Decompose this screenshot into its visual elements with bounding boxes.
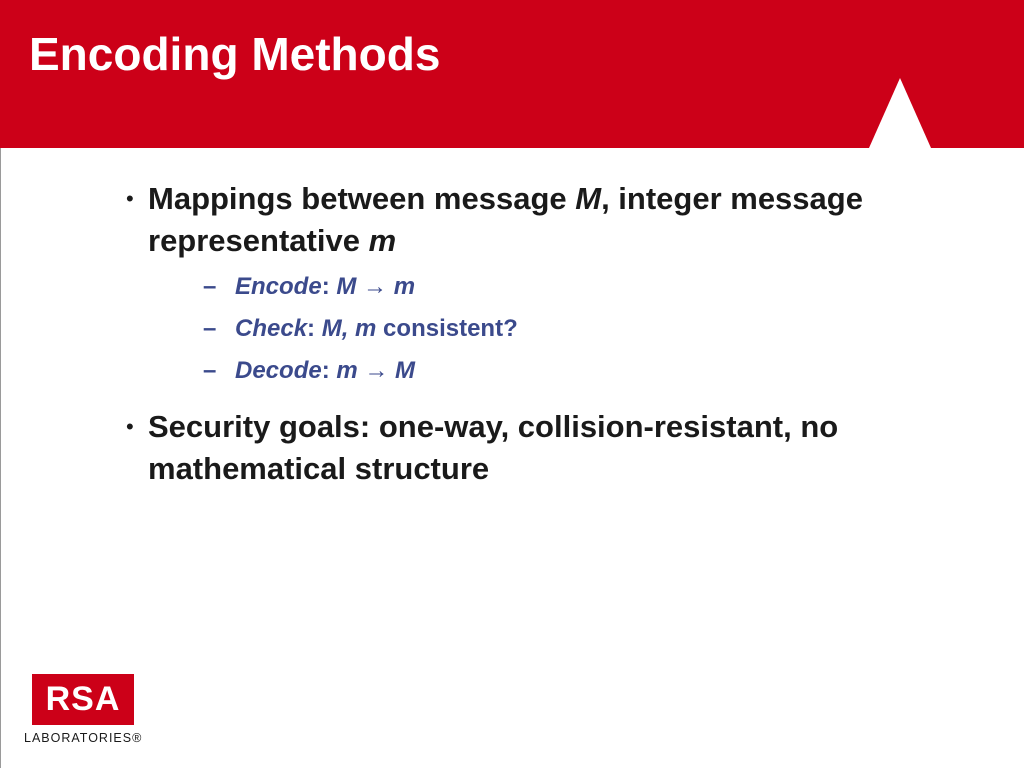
sub-item-label: Check (235, 315, 308, 342)
rsa-logo-text: RSA (45, 680, 121, 718)
rsa-laboratories-logo (24, 674, 142, 745)
bullet-marker: • (126, 186, 134, 211)
sub-item-label: Encode (235, 273, 322, 300)
sub-item-check: – Check: M, m consistent? (148, 308, 980, 350)
sub-list (148, 266, 980, 392)
logo-subtext: LABORATORIES® (24, 731, 143, 745)
bullet-item (120, 406, 980, 490)
sub-item-dash: – (203, 315, 217, 342)
sub-item-encode: – Encode: M → m (148, 266, 980, 308)
math-var-m: m (368, 223, 397, 258)
sub-item-decode: – Decode: m → M (148, 350, 980, 392)
left-border-line (0, 148, 1, 768)
sub-item-expression: m → M (336, 357, 416, 384)
slide-title: Encoding Methods (29, 28, 441, 80)
title-banner (0, 0, 1024, 148)
sub-item-expression: M → m (336, 273, 416, 300)
bullet-item (120, 178, 980, 392)
rsa-logo-mark (32, 674, 134, 725)
sub-item-dash: – (203, 273, 217, 300)
sub-item-expression: M, m (321, 315, 377, 342)
math-var-M: M (575, 181, 602, 216)
slide-content (120, 178, 980, 490)
sub-item-tail: consistent? (376, 315, 518, 342)
sub-item-dash: – (203, 357, 217, 384)
bullet-text: Security goals: one-way, collision-resistant, no mathematical structure (148, 409, 839, 486)
sub-item-label: Decode (235, 357, 322, 384)
bullet-text: Mappings between message M, integer message representative m (148, 181, 863, 258)
bullet-marker: • (126, 414, 134, 439)
trademark-symbol: ® (132, 731, 143, 745)
